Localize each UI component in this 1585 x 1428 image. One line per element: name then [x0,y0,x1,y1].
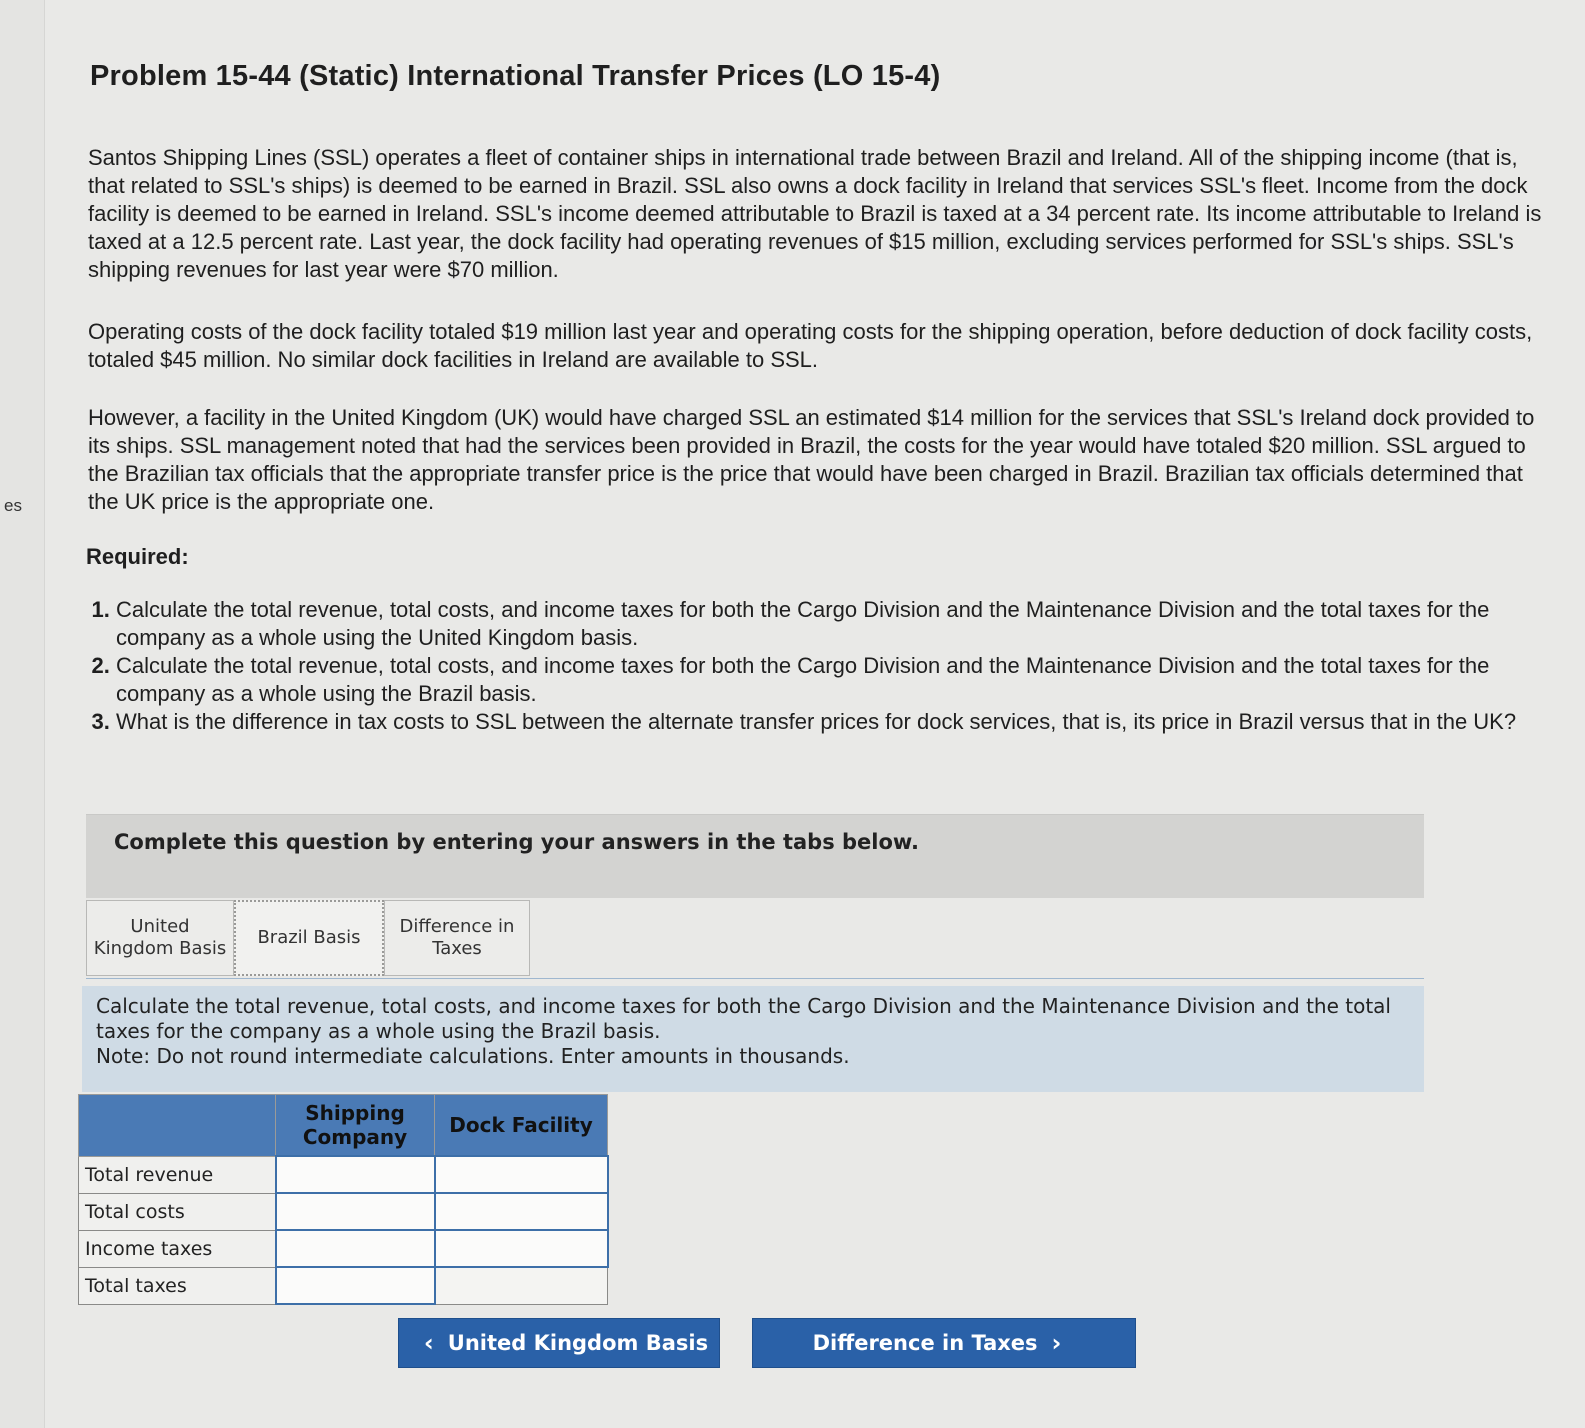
table-row [79,1230,608,1267]
total-costs-dock-input[interactable] [436,1196,607,1227]
requirement-3: 3. What is the difference in tax costs to SSL between the alternate transfer prices for dock services, that is, its price in Brazil versus that in the UK? [116,708,1546,736]
tab-instruction-text: Calculate the total revenue, total costs, and income taxes for both the Cargo Division and the Maintenance Division and the total taxes for the company as a whole using the Brazil basis. [96,994,1391,1043]
table-row [79,1267,608,1304]
row-label-total-revenue: Total revenue [79,1156,276,1193]
problem-paragraph-3: However, a facility in the United Kingdom (UK) would have charged SSL an estimated $14 million for the services that SSL's Ireland dock provided to its ships. SSL management noted that had the services been provided in Brazil, the costs for the year would have totaled $20 million. SSL argued to the Brazilian tax officials that the appropriate transfer price is the price that would have been charged in Brazil. Brazilian tax officials determined that the UK price is the appropriate one. [88,405,1535,514]
complete-instructions-text: Complete this question by entering your answers in the tabs below. [114,830,919,854]
income-taxes-shipping-input[interactable] [277,1233,434,1264]
header-shipping-company: Shipping Company [276,1095,435,1157]
total-taxes-shipping-input[interactable] [277,1270,434,1301]
total-taxes-shipping-cell[interactable] [276,1267,435,1304]
income-taxes-dock-cell[interactable] [435,1230,608,1267]
tab-difference-in-taxes[interactable]: Difference in Taxes [384,900,530,976]
income-taxes-dock-input[interactable] [436,1233,607,1264]
table-row [79,1193,608,1230]
tab-brazil-basis[interactable]: Brazil Basis [234,900,384,976]
total-revenue-shipping-input[interactable] [277,1159,434,1190]
total-costs-shipping-cell[interactable] [276,1193,435,1230]
required-heading: Required: [86,544,189,569]
requirement-2: 2. Calculate the total revenue, total costs, and income taxes for both the Cargo Division and the Maintenance Division and the total taxes for the company as a whole using the Brazil basis. [116,652,1546,708]
chevron-right-icon: › [1051,1329,1062,1357]
total-revenue-dock-cell[interactable] [435,1156,608,1193]
sidebar-cut-text: es [4,496,22,515]
header-blank-cell [79,1095,276,1157]
left-sidebar-strip [0,0,45,1428]
next-tab-label: Difference in Taxes [812,1331,1038,1355]
requirements-list [86,596,1546,736]
answer-table-header [79,1095,608,1157]
row-label-income-taxes: Income taxes [79,1230,276,1267]
answer-table [78,1094,609,1305]
total-costs-dock-cell[interactable] [435,1193,608,1230]
header-dock-facility: Dock Facility [435,1095,608,1157]
prev-tab-label: United Kingdom Basis [447,1331,709,1355]
next-tab-button[interactable] [752,1318,1136,1368]
complete-instructions-banner [86,814,1424,898]
total-taxes-dock-empty-cell [435,1267,608,1304]
requirement-1: 1. Calculate the total revenue, total costs, and income taxes for both the Cargo Division and the Maintenance Division and the total taxes for the company as a whole using the United Kingdom basis. [116,596,1546,652]
table-row [79,1156,608,1193]
tab-united-kingdom-basis[interactable]: United Kingdom Basis [86,900,234,976]
total-revenue-dock-input[interactable] [436,1159,607,1190]
chevron-left-icon: ‹ [423,1329,434,1357]
total-revenue-shipping-cell[interactable] [276,1156,435,1193]
problem-title: Problem 15-44 (Static) International Transfer Prices (LO 15-4) [90,60,941,92]
row-label-total-costs: Total costs [79,1193,276,1230]
tab-instruction-box [82,986,1424,1092]
total-costs-shipping-input[interactable] [277,1196,434,1227]
row-label-total-taxes: Total taxes [79,1267,276,1304]
prev-tab-button[interactable] [398,1318,720,1368]
tab-instruction-note: Note: Do not round intermediate calculations. Enter amounts in thousands. [96,1044,850,1068]
income-taxes-shipping-cell[interactable] [276,1230,435,1267]
problem-paragraph-1: Santos Shipping Lines (SSL) operates a fleet of container ships in international trade between Brazil and Ireland. All of the shipping income (that is, that related to SSL's ships) is deemed to be earned in Brazil. SSL also owns a dock facility in Ireland that services SSL's fleet. Income from the dock facility is deemed to be earned in Ireland. SSL's income deemed attributable to Brazil is taxed at a 34 percent rate. Its income attributable to Ireland is taxed at a 12.5 percent rate. Last year, the dock facility had operating revenues of $15 million, excluding services performed for SSL's ships. SSL's shipping revenues for last year were $70 million. [88,145,1542,282]
problem-paragraph-2: Operating costs of the dock facility totaled $19 million last year and operating costs for the shipping operation, before deduction of dock facility costs, totaled $45 million. No similar dock facilities in Ireland are available to SSL. [88,319,1533,372]
